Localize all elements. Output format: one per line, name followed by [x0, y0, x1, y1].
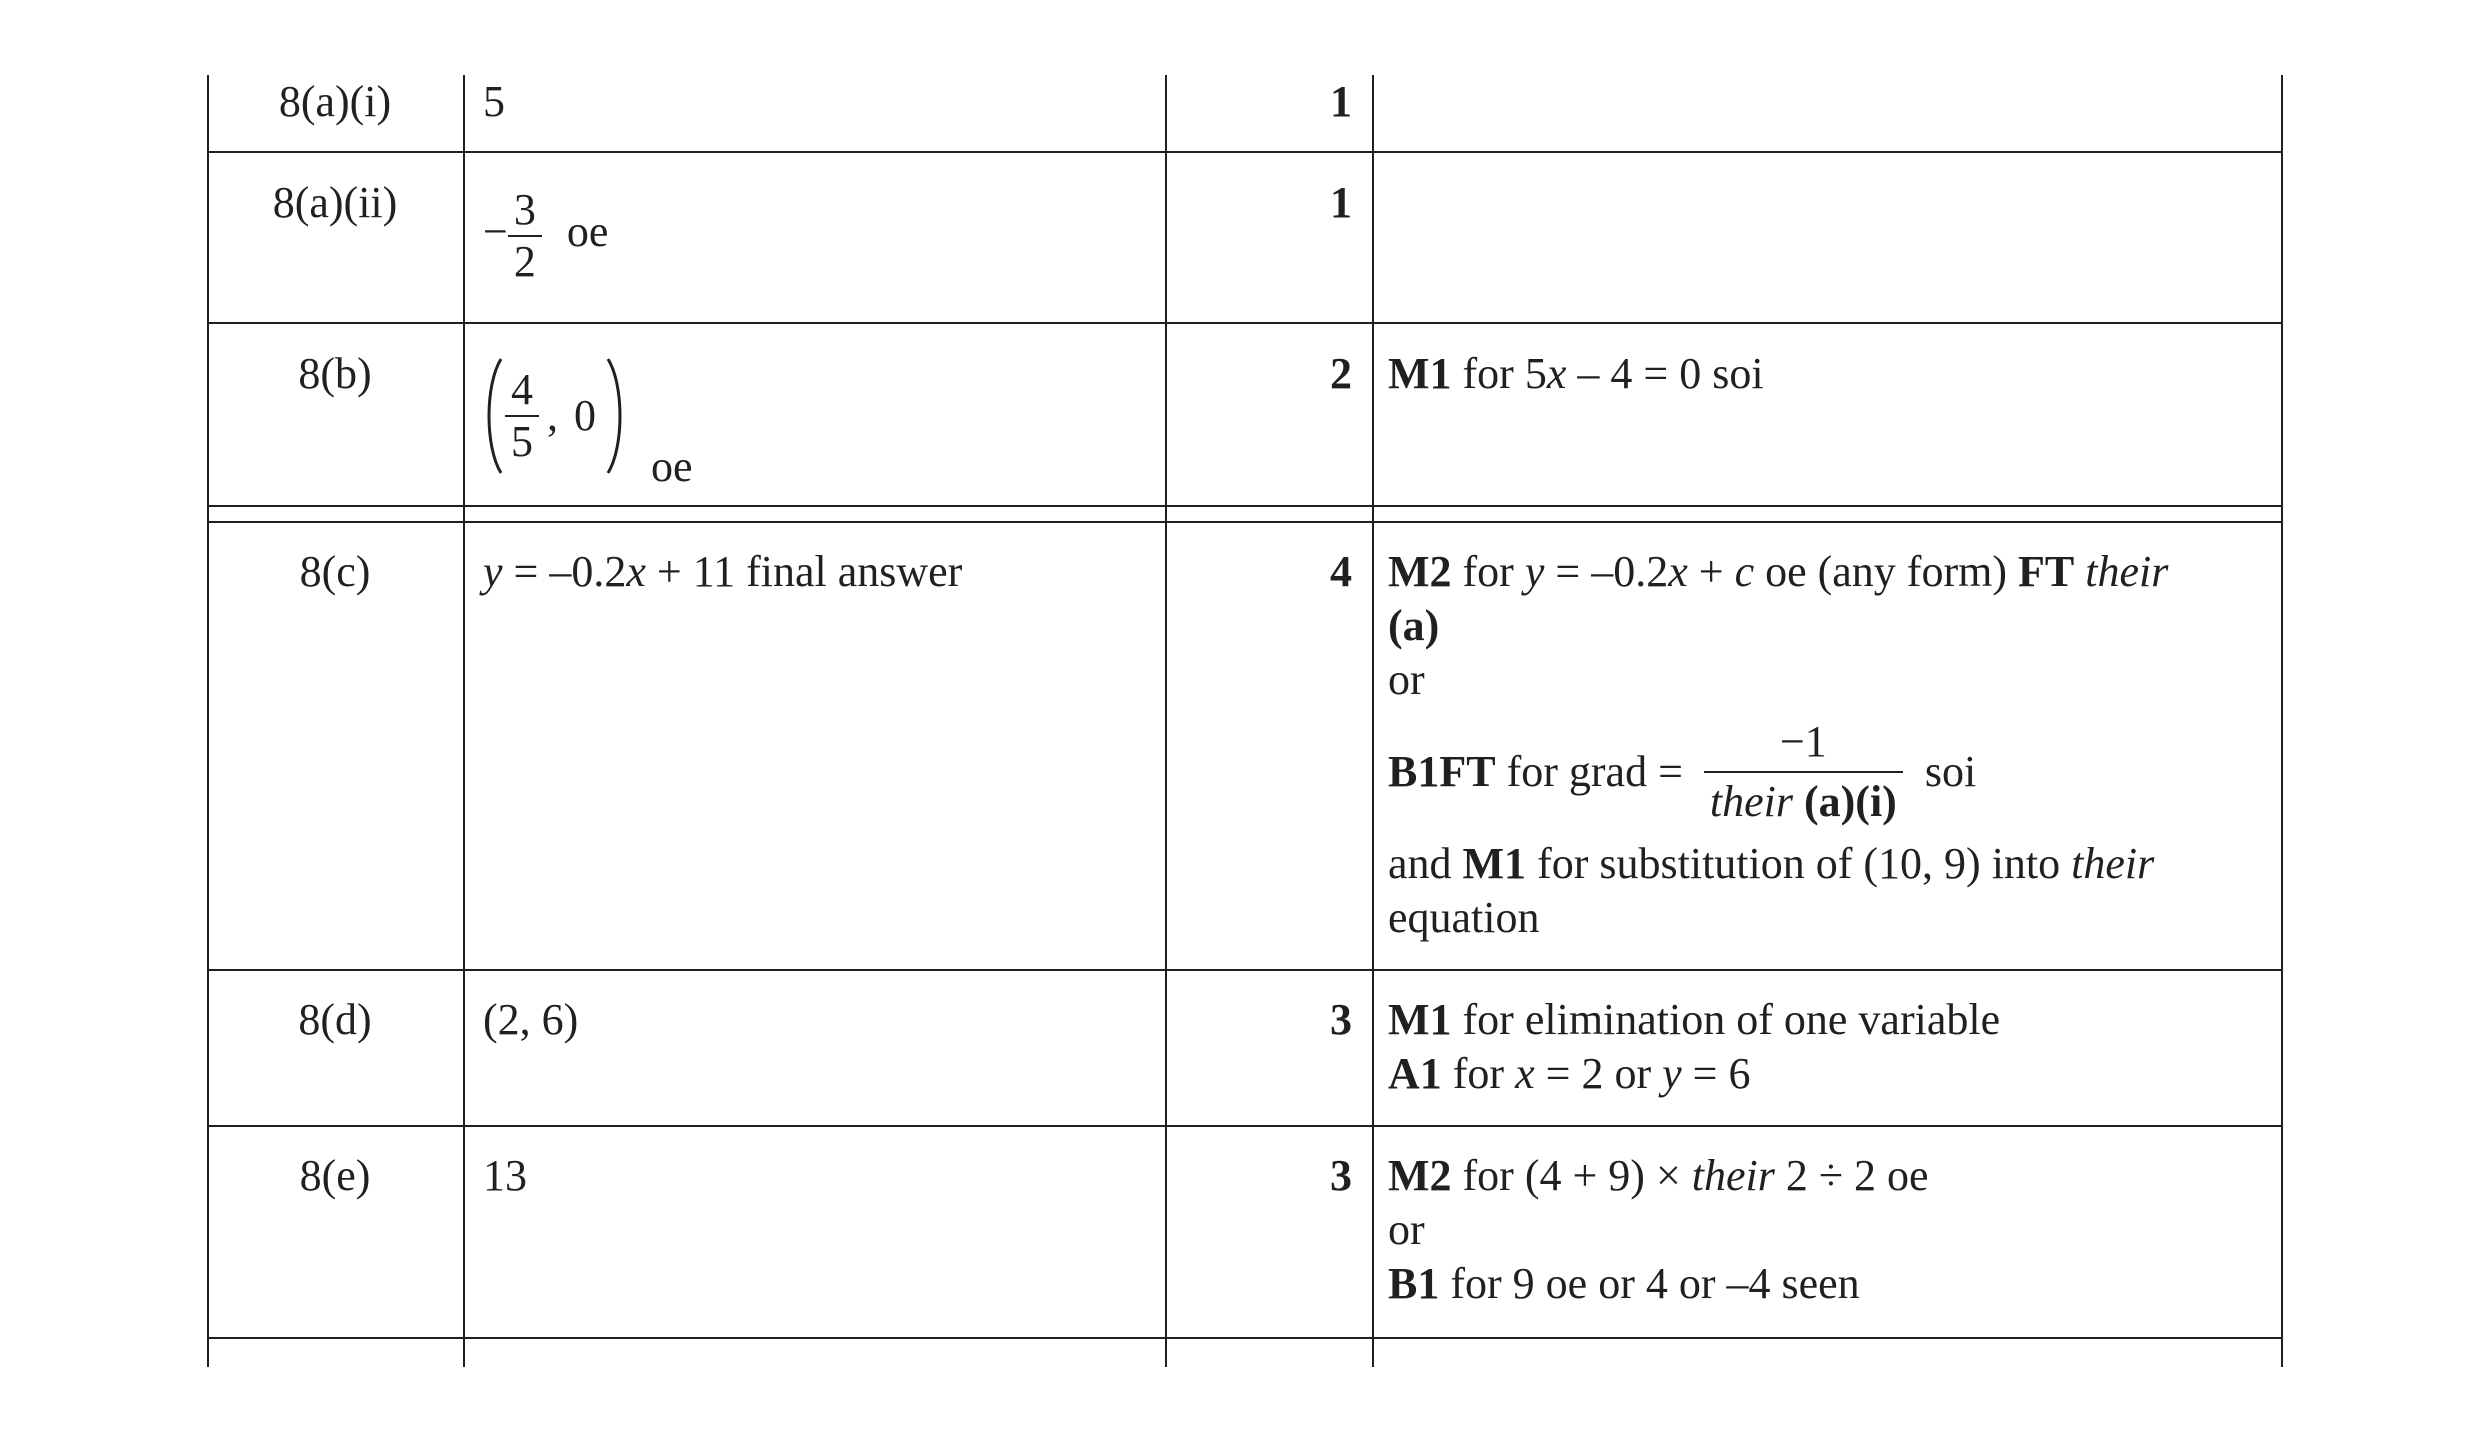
guidance [1388, 993, 2268, 1101]
row-divider [207, 969, 2283, 971]
question-number: 8(b) [298, 349, 372, 398]
guidance-text: oe (any form) [1754, 547, 2018, 596]
y-coordinate: 0 [574, 391, 596, 440]
fraction-denominator [1704, 773, 1903, 827]
answer-suffix: oe [566, 207, 609, 257]
guidance-text: for [1441, 1049, 1516, 1098]
mark: 4 [1330, 547, 1352, 596]
question-number: 8(a)(ii) [272, 178, 398, 227]
guidance [1388, 347, 2268, 401]
guidance-text: + [1687, 547, 1735, 596]
guidance-line [1388, 993, 2268, 1047]
guidance [1388, 545, 2268, 945]
question-number: 8(d) [298, 995, 372, 1044]
guidance-text: – 4 = 0 soi [1566, 349, 1764, 398]
mark-code: B1 [1388, 1259, 1440, 1308]
variable: x [1668, 547, 1688, 596]
guidance-text: soi [1924, 747, 1977, 796]
mark-code: M2 [1388, 547, 1452, 596]
guidance-text: for 5 [1462, 349, 1547, 398]
mark: 1 [1330, 77, 1352, 126]
guidance-text: for [1451, 547, 1525, 596]
question-number: 8(a)(i) [278, 77, 392, 126]
answer [483, 355, 693, 494]
fraction-numerator: 4 [505, 365, 539, 417]
guidance-line [1388, 1047, 2268, 1101]
fraction-numerator: −1 [1704, 717, 1903, 773]
answer-text: = –0.2 [502, 547, 627, 596]
variable: y [1662, 1049, 1682, 1098]
guidance-text: for elimination of one variable [1451, 995, 2001, 1044]
coordinate-pair [483, 355, 626, 477]
question-number: 8(c) [299, 547, 371, 596]
guidance-text: their [1709, 777, 1793, 826]
row-divider [207, 521, 2283, 523]
right-parenthesis [604, 355, 626, 477]
mark: 1 [1330, 178, 1352, 227]
guidance-text: their [2071, 839, 2155, 888]
guidance-line [1388, 1149, 2268, 1203]
guidance-text: for (4 + 9) × [1451, 1151, 1692, 1200]
answer [483, 185, 608, 287]
comma: , [547, 391, 558, 440]
answer: 13 [483, 1151, 527, 1200]
guidance-text: and [1388, 839, 1463, 888]
fraction [505, 365, 539, 467]
guidance-text: their [2074, 547, 2169, 596]
variable: y [1524, 547, 1545, 596]
mark-code: M1 [1388, 995, 1452, 1044]
variable: y [483, 547, 503, 596]
part-reference: (a) [1388, 601, 1440, 650]
part-reference: (a)(i) [1793, 777, 1897, 826]
mark: 3 [1330, 995, 1352, 1044]
guidance-text: = –0.2 [1544, 547, 1669, 596]
guidance-line [1388, 545, 2268, 599]
mark-code: FT [2018, 547, 2075, 596]
or-text: or [1388, 655, 1425, 704]
row-divider [207, 322, 2283, 324]
variable: x [1515, 1049, 1535, 1098]
variable: x [626, 547, 646, 596]
or-text: or [1388, 1205, 1425, 1254]
guidance-text: for grad = [1495, 747, 1694, 796]
guidance-text: their [1691, 1151, 1775, 1200]
mark-code: M1 [1388, 349, 1452, 398]
guidance-line: equation [1388, 893, 1540, 942]
mark: 2 [1330, 349, 1352, 398]
guidance-text: = 2 or [1534, 1049, 1663, 1098]
answer-text: + 11 final answer [645, 547, 963, 596]
guidance-line [1388, 1257, 2268, 1311]
row-divider [207, 505, 2283, 507]
row-divider [207, 1337, 2283, 1339]
guidance-text: for substitution of (10, 9) into [1526, 839, 2072, 888]
guidance-line [1388, 837, 2268, 891]
mark-code: M1 [1462, 839, 1527, 888]
guidance-line [1388, 717, 2268, 827]
question-number: 8(e) [299, 1151, 371, 1200]
column-divider [463, 75, 465, 1367]
gradient-fraction [1704, 717, 1903, 827]
row-divider [207, 1125, 2283, 1127]
guidance-text: = 6 [1681, 1049, 1751, 1098]
mark-code: M2 [1388, 1151, 1452, 1200]
mark-scheme-table [207, 75, 2283, 1367]
mark: 3 [1330, 1151, 1352, 1200]
fraction-denominator: 5 [511, 417, 533, 466]
fraction-numerator: 3 [508, 185, 542, 237]
answer: (2, 6) [483, 995, 579, 1044]
fraction-denominator: 2 [513, 237, 536, 286]
variable: x [1546, 349, 1567, 398]
guidance-text: for 9 oe or 4 or –4 seen [1439, 1259, 1860, 1308]
variable: c [1734, 547, 1755, 596]
mark-code: A1 [1388, 1049, 1442, 1098]
minus-sign: − [483, 207, 508, 257]
table-border-right [2281, 75, 2283, 1367]
left-parenthesis [483, 355, 505, 477]
answer [483, 545, 962, 599]
column-divider [1372, 75, 1374, 1367]
guidance [1388, 1149, 2268, 1311]
fraction [508, 185, 542, 287]
answer: 5 [483, 77, 505, 126]
guidance-text: 2 ÷ 2 oe [1774, 1151, 1929, 1200]
mark-code: B1FT [1388, 747, 1496, 796]
answer-suffix: oe [651, 441, 693, 491]
row-divider [207, 151, 2283, 153]
